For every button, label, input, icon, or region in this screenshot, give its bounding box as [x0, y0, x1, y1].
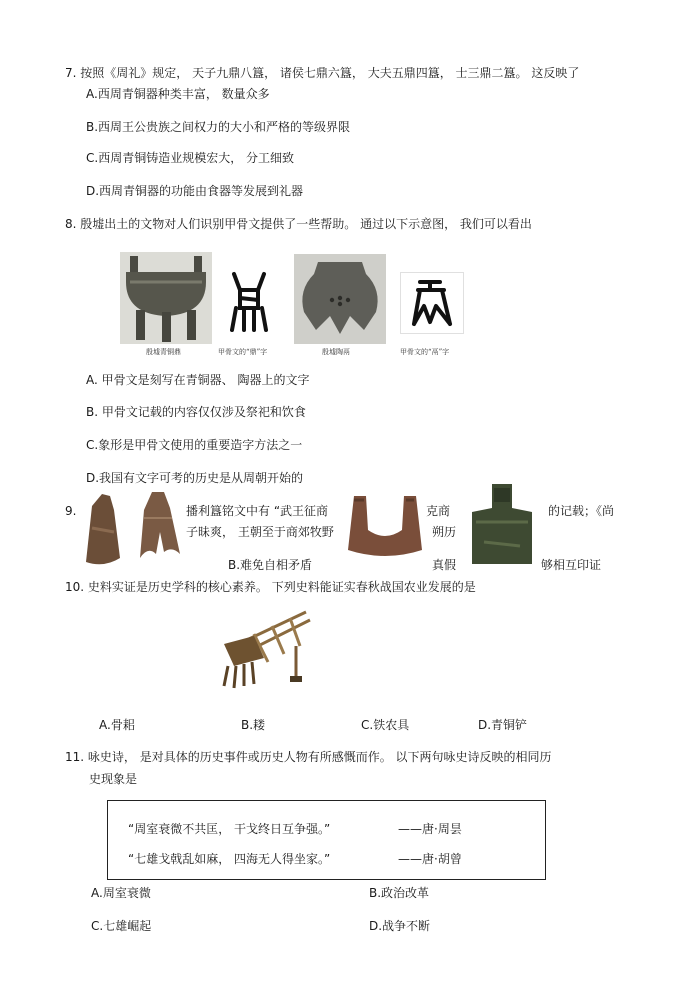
poem-author-1: ——唐·周昙: [398, 822, 462, 836]
poem-box: [107, 800, 546, 880]
poem-line-2: “七雄戈戟乱如麻， 四海无人得坐家。”: [128, 852, 331, 866]
q9-text-fragment: 的记载；《尚: [548, 504, 615, 518]
q11-stem: 11. 咏史诗， 是对具体的历史事件或历史人物有所感慨而作。 以下两句咏史诗反映的相同历: [65, 750, 552, 764]
q10-option-a: A.骨耜: [99, 718, 135, 732]
q7-option-b: B.西周王公贵族之间权力的大小和严格的等级界限: [86, 120, 351, 134]
q7-option-a: A.西周青铜器种类丰富， 数量众多: [86, 87, 270, 101]
bronze-shovel-image: [464, 482, 540, 568]
q11-stem-continued: 史现象是: [89, 772, 138, 786]
q9-number: 9.: [65, 504, 77, 518]
poem-author-2: ——唐·胡曾: [398, 852, 462, 866]
q9-text-fragment: 播利簋铭文中有 “武王征商: [186, 504, 329, 518]
q8-stem: 8. 殷墟出土的文物对人们识别甲骨文提供了一些帮助。 通过以下示意图， 我们可以看出: [65, 217, 532, 231]
caption-li-glyph: 甲骨文的“鬲”字: [400, 348, 450, 356]
q9-text-fragment: 朔历: [432, 525, 457, 539]
q7-stem: 7. 按照《周礼》规定， 天子九鼎八簋， 诸侯七鼎六簋， 大夫五鼎四簋， 士三鼎二簋。 这反映了: [65, 66, 580, 80]
pottery-li-image: [294, 254, 386, 344]
bronze-ding-image: [120, 252, 212, 344]
q7-option-c: C.西周青铜铸造业规模宏大， 分工细致: [86, 151, 295, 165]
caption-ding: 殷墟青铜鼎: [146, 348, 181, 356]
q10-option-b: B.耧: [241, 718, 266, 732]
q10-option-c: C.铁农具: [361, 718, 410, 732]
q8-option-a: A. 甲骨文是刻写在青铜器、 陶器上的文字: [86, 373, 310, 387]
caption-ding-glyph: 甲骨文的“鼎”字: [218, 348, 268, 356]
u-shaped-tool-image: [340, 490, 430, 564]
q11-option-d: D.战争不断: [369, 919, 431, 933]
q9-text-fragment: 子昧爽， 王朝至于商郊牧野: [186, 525, 334, 539]
q10-stem: 10. 史料实证是历史学科的核心素养。 下列史料能证实春秋战国农业发展的是: [65, 580, 476, 594]
caption-li: 殷墟陶鬲: [322, 348, 350, 356]
q11-option-c: C.七雄崛起: [91, 919, 152, 933]
q8-option-b: B. 甲骨文记载的内容仅仅涉及祭祀和饮食: [86, 405, 306, 419]
q11-option-b: B.政治改革: [369, 886, 430, 900]
q9-option-b: B.难免自相矛盾: [228, 558, 313, 572]
q11-option-a: A.周室衰微: [91, 886, 151, 900]
q10-option-d: D.青铜铲: [478, 718, 528, 732]
q9-text-fragment: 克商: [426, 504, 451, 518]
q8-option-d: D.我国有文字可考的历史是从周朝开始的: [86, 471, 304, 485]
oracle-ding-glyph: [226, 268, 272, 340]
q7-option-d: D.西周青铜器的功能由食器等发展到礼器: [86, 184, 304, 198]
q9-text-fragment: 够相互印证: [541, 558, 602, 572]
bronze-spade-image: [80, 488, 188, 568]
oracle-li-glyph: [400, 272, 464, 334]
q8-option-c: C.象形是甲骨文使用的重要造字方法之一: [86, 438, 303, 452]
poem-line-1: “周室衰微不共匡， 干戈终日互争强。”: [128, 822, 331, 836]
seed-drill-image: [214, 606, 314, 698]
q9-text-fragment: 真假: [432, 558, 457, 572]
